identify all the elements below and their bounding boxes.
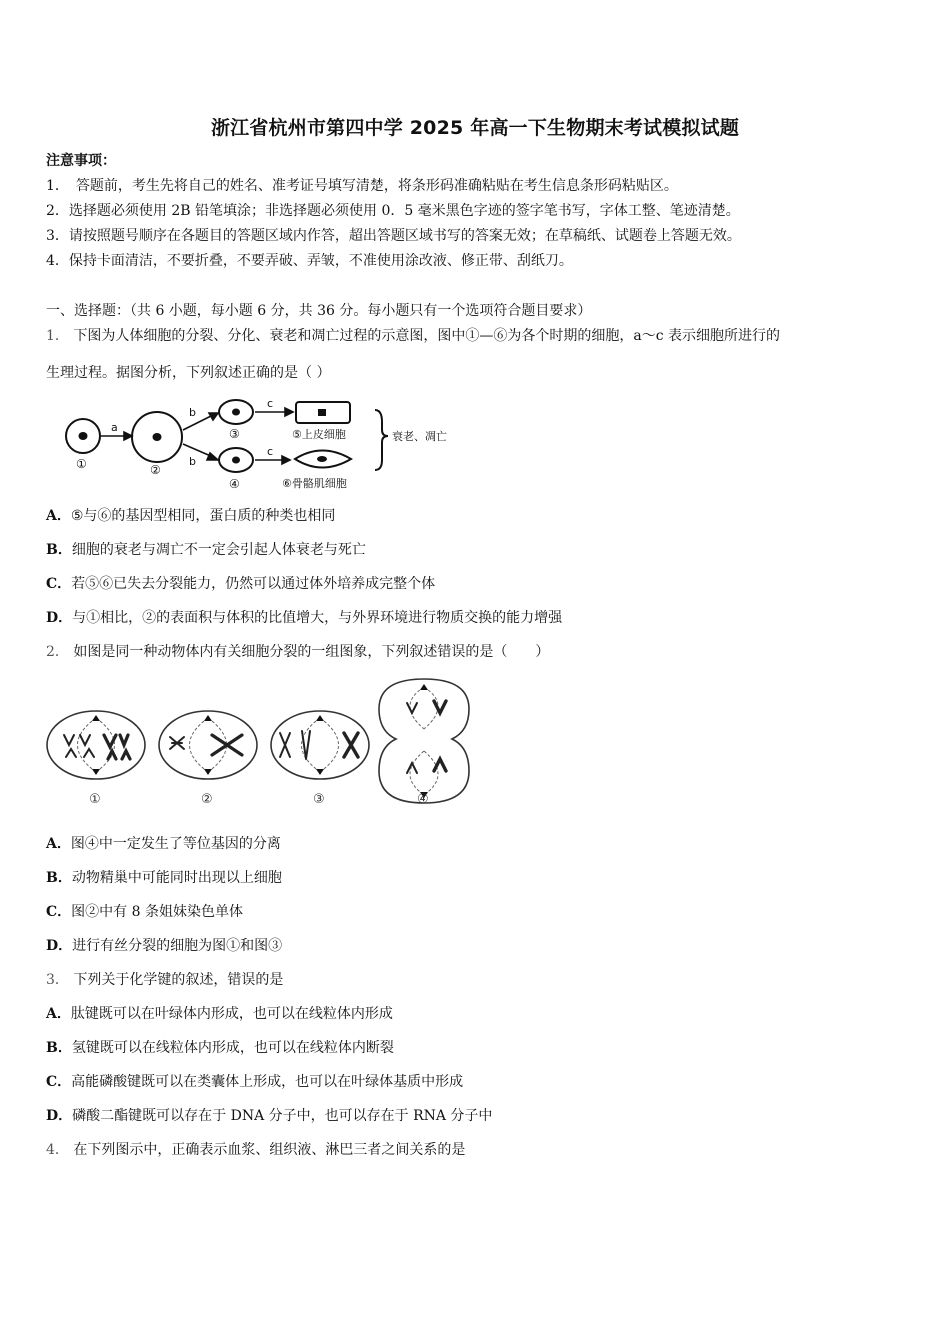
option-text: 若⑤⑥已失去分裂能力，仍然可以通过体外培养成完整个体 bbox=[71, 576, 436, 592]
notice-item: 1． 答题前，考生先将自己的姓名、准考证号填写清楚，将条形码准确粘贴在考生信息条形码粘贴区。 bbox=[46, 178, 678, 194]
process-label-a: a bbox=[111, 421, 118, 434]
option-text: 图②中有 8 条姐妹染色单体 bbox=[71, 904, 243, 920]
option-d bbox=[46, 609, 562, 627]
option-text: 肽键既可以在叶绿体内形成，也可以在线粒体内形成 bbox=[70, 1006, 393, 1022]
question-number: 4． bbox=[46, 1142, 69, 1158]
option-text: 动物精巢中可能同时出现以上细胞 bbox=[71, 870, 282, 886]
question-number: 1． bbox=[46, 328, 69, 344]
option-letter: A． bbox=[46, 836, 71, 852]
notice-item: 3．请按照题号顺序在各题目的答题区域内作答，超出答题区域书写的答案无效；在草稿纸、试题卷上答题无效。 bbox=[46, 228, 741, 244]
question-2-stem bbox=[46, 643, 549, 661]
figure-label: ① bbox=[89, 792, 101, 807]
cell-differentiation-diagram bbox=[60, 392, 470, 494]
question-number: 3． bbox=[46, 972, 69, 988]
option-text: 细胞的衰老与凋亡不一定会引起人体衰老与死亡 bbox=[71, 542, 366, 558]
cell-label: ① bbox=[76, 457, 87, 471]
option-letter: D． bbox=[46, 1108, 73, 1124]
figure-label: ④ bbox=[417, 792, 429, 807]
process-label-c: c bbox=[267, 445, 274, 458]
notice-heading: 注意事项： bbox=[46, 153, 116, 169]
option-text: 磷酸二酯键既可以存在于 DNA 分子中，也可以存在于 RNA 分子中 bbox=[72, 1108, 493, 1124]
option-text: 高能磷酸键既可以在类囊体上形成，也可以在叶绿体基质中形成 bbox=[71, 1074, 464, 1090]
figure-label: ③ bbox=[313, 792, 325, 807]
option-text: 与①相比，②的表面积与体积的比值增大，与外界环境进行物质交换的能力增强 bbox=[72, 610, 563, 626]
option-a bbox=[46, 1005, 393, 1023]
option-a bbox=[46, 507, 335, 525]
question-text: 下图为人体细胞的分裂、分化、衰老和凋亡过程的示意图，图中①—⑥为各个时期的细胞，a～c 表示细胞所进行的 bbox=[73, 328, 781, 344]
option-c bbox=[46, 575, 435, 593]
option-letter: B． bbox=[46, 870, 72, 886]
question-4-stem bbox=[46, 1141, 465, 1159]
option-b bbox=[46, 541, 366, 559]
option-text: ⑤与⑥的基因型相同，蛋白质的种类也相同 bbox=[70, 508, 336, 524]
fate-label: 衰老、凋亡 bbox=[392, 430, 447, 443]
figure-label: ② bbox=[201, 792, 213, 807]
cell-label: ⑤上皮细胞 bbox=[292, 428, 346, 441]
option-letter: D． bbox=[46, 610, 73, 626]
option-letter: C． bbox=[46, 1074, 72, 1090]
option-b bbox=[46, 1039, 394, 1057]
cell-label: ⑥骨骼肌细胞 bbox=[282, 477, 347, 490]
option-a bbox=[46, 835, 281, 853]
option-text: 氢键既可以在线粒体内形成，也可以在线粒体内断裂 bbox=[71, 1040, 394, 1056]
option-letter: C． bbox=[46, 576, 72, 592]
process-label-b: b bbox=[189, 406, 196, 419]
option-letter: A． bbox=[46, 508, 71, 524]
question-number: 2． bbox=[46, 644, 69, 660]
process-label-c: c bbox=[267, 397, 274, 410]
cell-label: ③ bbox=[229, 427, 240, 441]
notice-item: 2．选择题必须使用 2B 铅笔填涂；非选择题必须使用 0．5 毫米黑色字迹的签字笔书写，字体工整、笔迹清楚。 bbox=[46, 203, 740, 219]
option-c bbox=[46, 1073, 463, 1091]
option-d bbox=[46, 937, 282, 955]
option-letter: B． bbox=[46, 1040, 72, 1056]
question-text: 如图是同一种动物体内有关细胞分裂的一组图象，下列叙述错误的是（ ） bbox=[73, 644, 550, 660]
question-text: 在下列图示中，正确表示血浆、组织液、淋巴三者之间关系的是 bbox=[73, 1142, 466, 1158]
cell-label: ② bbox=[150, 463, 161, 477]
process-label-b: b bbox=[189, 455, 196, 468]
question-1-stem bbox=[46, 327, 780, 345]
option-c bbox=[46, 903, 243, 921]
option-b bbox=[46, 869, 282, 887]
option-text: 图④中一定发生了等位基因的分离 bbox=[70, 836, 281, 852]
question-text: 下列关于化学键的叙述，错误的是 bbox=[73, 972, 284, 988]
option-letter: A． bbox=[46, 1006, 71, 1022]
question-3-stem bbox=[46, 971, 283, 989]
option-letter: C． bbox=[46, 904, 72, 920]
notice-item: 4．保持卡面清洁，不要折叠，不要弄破、弄皱，不准使用涂改液、修正带、刮纸刀。 bbox=[46, 253, 573, 269]
option-text: 进行有丝分裂的细胞为图①和图③ bbox=[72, 938, 283, 954]
option-letter: B． bbox=[46, 542, 72, 558]
section-heading: 一、选择题：（共 6 小题，每小题 6 分，共 36 分。每小题只有一个选项符合题目要求） bbox=[46, 303, 592, 319]
cell-label: ④ bbox=[229, 477, 240, 491]
cell-division-diagram bbox=[44, 673, 474, 808]
option-d bbox=[46, 1107, 492, 1125]
question-1-stem-cont: 生理过程。据图分析，下列叙述正确的是（ ） bbox=[46, 365, 331, 381]
option-letter: D． bbox=[46, 938, 73, 954]
page-title: 浙江省杭州市第四中学 2025 年高一下生物期末考试模拟试题 bbox=[210, 117, 740, 139]
